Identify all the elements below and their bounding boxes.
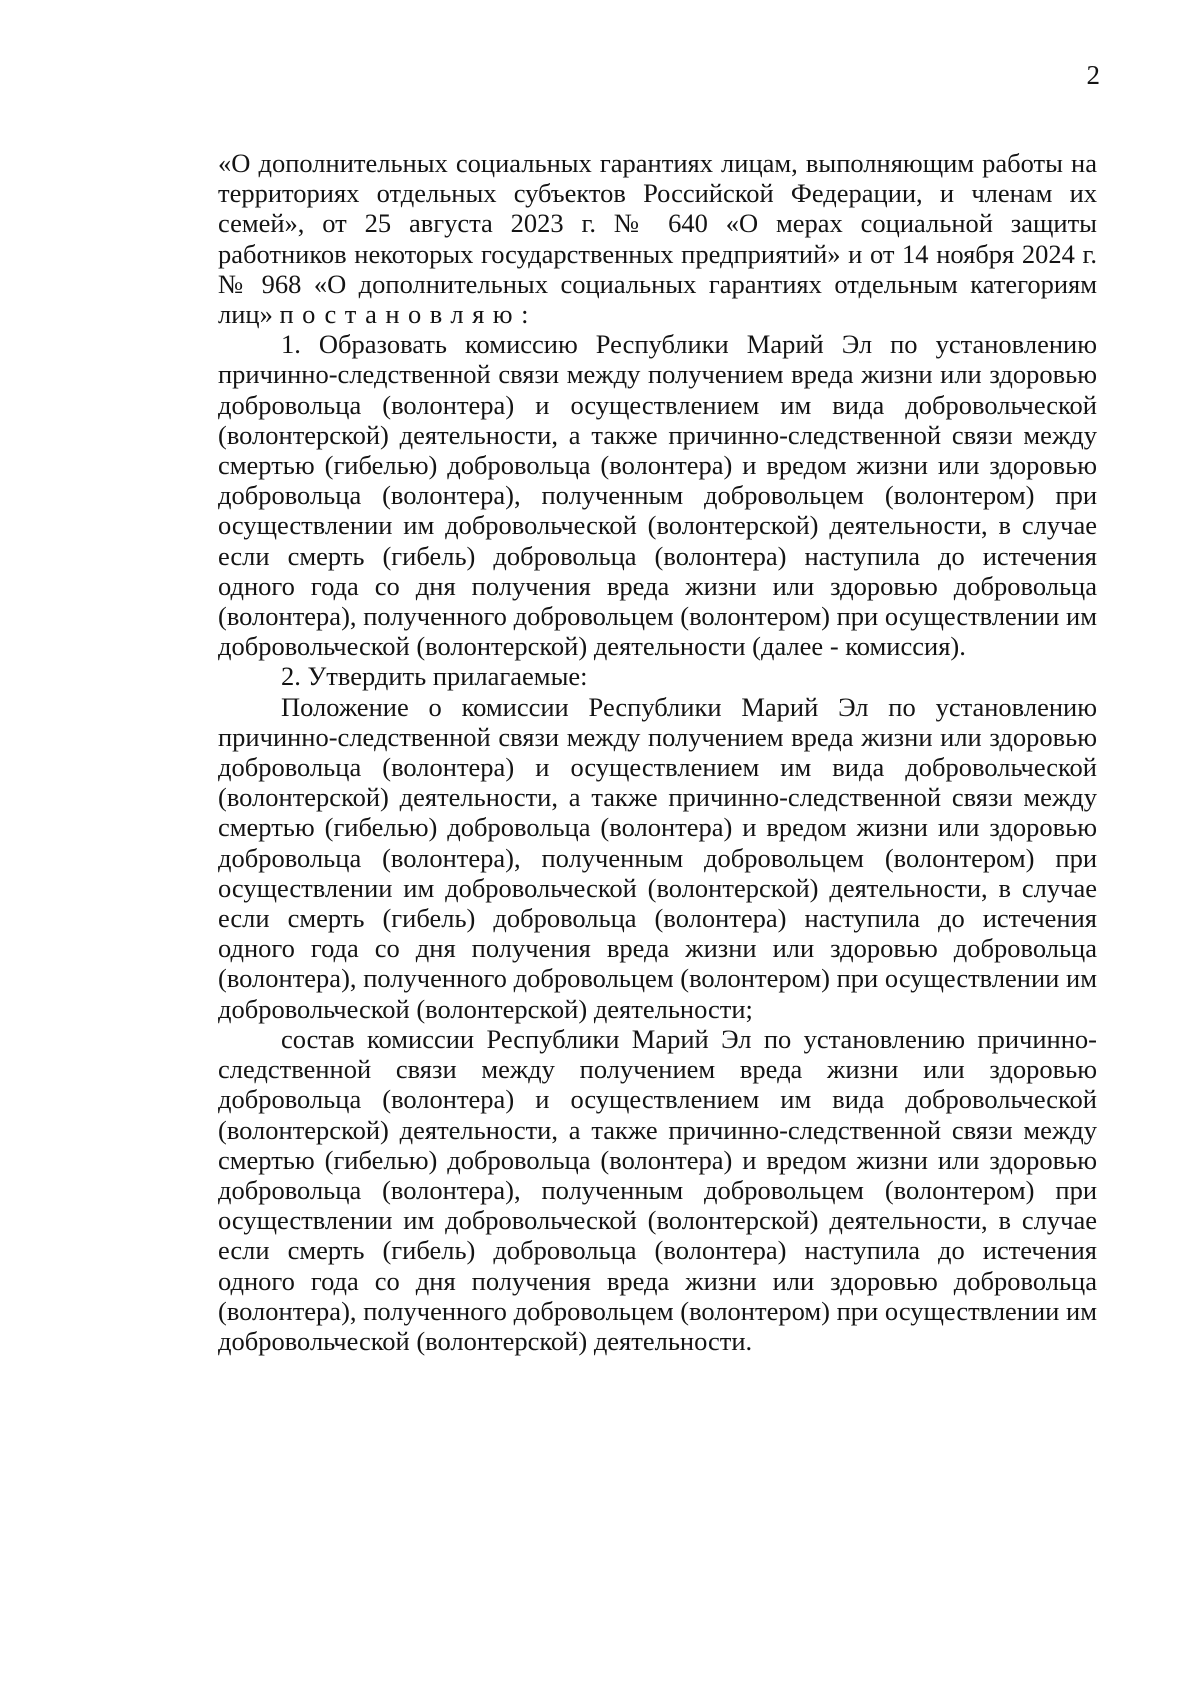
page-number: 2 [1086,60,1100,90]
item-1-paragraph: 1. Образовать комиссию Республики Марий Эл по установлению причинно-следственной связи между получением вреда жизни или здоровью добровольца (волонтера) и осуществлением им вида добровольческой (волонтерской) деятельности, а также причинно-следственной связи между смертью (гибелью) добровольца (волонтера) и вредом жизни или здоровью добровольца (волонтера), полученным добровольцем (волонтером) при осуществлении им добровольческой (волонтерской) деятельности, в случае если смерть (гибель) добровольца (волонтера) наступила до истечения одного года со дня получения вреда жизни или здоровью добровольца (волонтера), полученного добровольцем (волонтером) при осуществлении им добровольческой (волонтерской) деятельности (далее - комиссия). [218,329,1097,662]
decree-word: постановляю: [279,299,537,330]
document-body [218,148,1097,1356]
item-2-regulation-paragraph: Положение о комиссии Республики Марий Эл по установлению причинно-следственной связи между получением вреда жизни или здоровью добровольца (волонтера) и осуществлением им вида добровольческой (волонтерской) деятельности, а также причинно-следственной связи между смертью (гибелью) добровольца (волонтера) и вредом жизни или здоровью добровольца (волонтера), полученным добровольцем (волонтером) при осуществлении им добровольческой (волонтерской) деятельности, в случае если смерть (гибель) добровольца (волонтера) наступила до истечения одного года со дня получения вреда жизни или здоровью добровольца (волонтера), полученного добровольцем (волонтером) при осуществлении им добровольческой (волонтерской) деятельности; [218,691,1097,1024]
intro-paragraph [218,148,1097,329]
item-2-heading: 2. Утвердить прилагаемые: [281,661,588,692]
intro-text: «О дополнительных социальных гарантиях лицам, выполняющим работы на территориях отдельных субъектов Российской Федерации, и членам их семей», от 25 августа 2023 г. № 640 «О мерах социальной защиты работников некоторых государственных предприятий» и от 14 ноября 2024 г. № 968 «О дополнительных социальных гарантиях отдельным категориям лиц» [218,148,1097,330]
item-2-composition-paragraph: состав комиссии Республики Марий Эл по установлению причинно-следственной связи между получением вреда жизни или здоровью добровольца (волонтера) и осуществлением им вида добровольческой (волонтерской) деятельности, а также причинно-следственной связи между смертью (гибелью) добровольца (волонтера) и вредом жизни или здоровью добровольца (волонтера), полученным добровольцем (волонтером) при осуществлении им добровольческой (волонтерской) деятельности, в случае если смерть (гибель) добровольца (волонтера) наступила до истечения одного года со дня получения вреда жизни или здоровью добровольца (волонтера), полученного добровольцем (волонтером) при осуществлении им добровольческой (волонтерской) деятельности. [218,1023,1097,1356]
